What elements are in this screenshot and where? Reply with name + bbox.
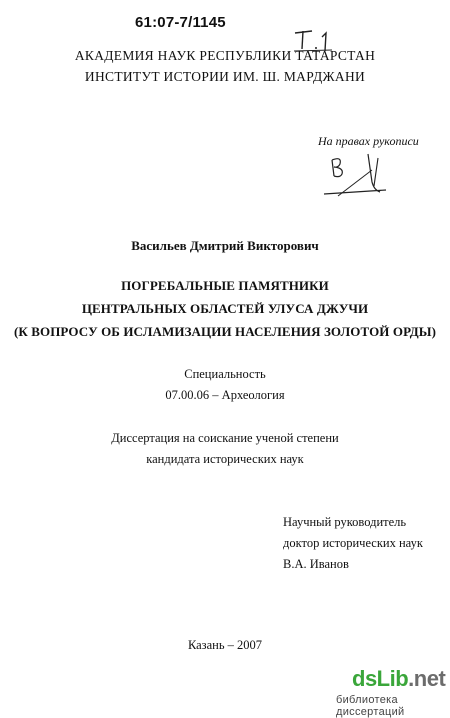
advisor-role: Научный руководитель (283, 515, 407, 529)
advisor-name: В.А. Иванов (283, 557, 349, 571)
advisor-degree: доктор исторических наук (283, 536, 423, 550)
handwritten-signature (320, 150, 400, 200)
degree-line-1: Диссертация на соискание ученой степени (111, 431, 339, 445)
shelfmark: 61:07-7/1145 (135, 14, 226, 31)
rights-note: На правах рукописи (318, 134, 419, 148)
thesis-title-line-2: ЦЕНТРАЛЬНЫХ ОБЛАСТЕЙ УЛУСА ДЖУЧИ (81, 301, 369, 316)
academy-name: АКАДЕМИЯ НАУК РЕСПУБЛИКИ ТАТАРСТАН (74, 48, 376, 63)
dslib-tagline: библиотека диссертаций (336, 694, 405, 718)
thesis-title-line-1: ПОГРЕБАЛЬНЫЕ ПАМЯТНИКИ (121, 278, 329, 293)
degree-line-2: кандидата исторических наук (146, 452, 304, 466)
institute-name: ИНСТИТУТ ИСТОРИИ ИМ. Ш. МАРДЖАНИ (84, 69, 366, 84)
specialty-label: Специальность (184, 367, 266, 381)
place-and-year: Казань – 2007 (187, 638, 263, 652)
author-name: Васильев Дмитрий Викторович (131, 238, 319, 253)
dslib-brand-main: dsLib (352, 666, 409, 691)
specialty-value: 07.00.06 – Археология (165, 388, 285, 402)
dslib-brand-suffix: .net (408, 666, 446, 691)
dslib-brand (352, 666, 445, 692)
thesis-title-line-3: (К ВОПРОСУ ОБ ИСЛАМИЗАЦИИ НАСЕЛЕНИЯ ЗОЛОТОЙ ОРДЫ) (13, 324, 437, 339)
dslib-watermark-logo (330, 666, 448, 718)
